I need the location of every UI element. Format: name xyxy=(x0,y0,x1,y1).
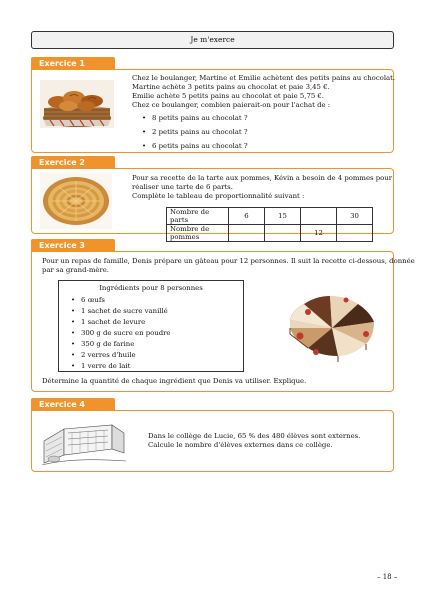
table-cell: 6 xyxy=(229,208,265,225)
exercise-1-text-line: Chez ce boulanger, combien paierait-on pour l'achat de : xyxy=(132,101,331,109)
exercise-3-text-line: Pour un repas de famille, Denis prépare un gâteau pour 12 personnes. Il suit la recette ci-dessous, donnée xyxy=(42,257,415,265)
exercise-2-box xyxy=(31,168,394,241)
ingredient-item: • 1 sachet de sucre vanillé xyxy=(71,306,171,317)
table-row-header: Nombre de pommes xyxy=(167,225,229,242)
ingredients-box xyxy=(58,280,244,372)
exercise-1-question-item: • 8 petits pains au chocolat ? xyxy=(142,111,248,125)
table-row-header: Nombre de parts xyxy=(167,208,229,225)
table-cell: 30 xyxy=(337,208,373,225)
exercise-2-text-line: Pour sa recette de la tarte aux pommes, Kévin a besoin de 4 pommes pour xyxy=(132,174,393,182)
exercise-2-label: Exercice 2 xyxy=(31,156,115,169)
ingredient-item: • 300 g de sucre en poudre xyxy=(71,328,171,339)
exercise-2-text-line: Complète le tableau de proportionnalité suivant : xyxy=(132,192,305,200)
table-cell xyxy=(301,208,337,225)
page-title-banner xyxy=(31,31,394,49)
ingredient-item: • 1 sachet de levure xyxy=(71,317,171,328)
table-cell xyxy=(337,225,373,242)
exercise-4-label: Exercice 4 xyxy=(31,398,115,411)
ingredient-item: • 1 verre de lait xyxy=(71,361,171,372)
table-cell xyxy=(229,225,265,242)
ingredient-item: • 6 œufs xyxy=(71,295,171,306)
exercise-1-text-line: Emilie achète 5 petits pains au chocolat et paie 5,75 €. xyxy=(132,92,324,100)
exercise-4-box xyxy=(31,410,394,472)
exercise-1-box xyxy=(31,69,394,153)
apple-tart-image xyxy=(40,173,112,229)
exercise-1-text-line: Chez le boulanger, Martine et Emilie achètent des petits pains au chocolat. xyxy=(132,74,396,82)
table-cell: 12 xyxy=(301,225,337,242)
exercise-1-label: Exercice 1 xyxy=(31,57,115,70)
table-cell: 15 xyxy=(265,208,301,225)
ingredient-item: • 2 verres d'huile xyxy=(71,350,171,361)
ingredient-item: • 350 g de farine xyxy=(71,339,171,350)
page-number: – 18 – xyxy=(377,573,398,581)
exercise-1-text-line: Martine achète 3 petits pains au chocolat et paie 3,45 €. xyxy=(132,83,330,91)
exercise-3-label: Exercice 3 xyxy=(31,239,115,252)
exercise-1-question-item: • 6 petits pains au chocolat ? xyxy=(142,139,248,153)
croissant-basket-image xyxy=(40,80,114,128)
proportionality-table xyxy=(166,207,373,242)
school-building-image xyxy=(42,415,126,467)
exercise-4-text-line: Dans le collège de Lucie, 65 % des 480 élèves sont externes. xyxy=(148,432,361,440)
table-cell xyxy=(265,225,301,242)
exercise-3-question: Détermine la quantité de chaque ingrédient que Denis va utiliser. Explique. xyxy=(42,377,307,385)
exercise-1-question-item: • 2 petits pains au chocolat ? xyxy=(142,125,248,139)
ingredients-list xyxy=(71,295,171,372)
exercise-2-text-line: réaliser une tarte de 6 parts. xyxy=(132,183,233,191)
exercise-4-text-line: Calcule le nombre d'élèves externes dans ce collège. xyxy=(148,441,333,449)
cake-slices-image xyxy=(282,290,382,364)
table-row xyxy=(167,225,373,242)
page-title: Je m'exerce xyxy=(190,35,235,44)
ingredients-title: Ingrédients pour 8 personnes xyxy=(99,284,203,292)
table-row xyxy=(167,208,373,225)
exercise-1-question-list xyxy=(142,111,248,153)
exercise-3-text-line: par sa grand-mère. xyxy=(42,266,110,274)
